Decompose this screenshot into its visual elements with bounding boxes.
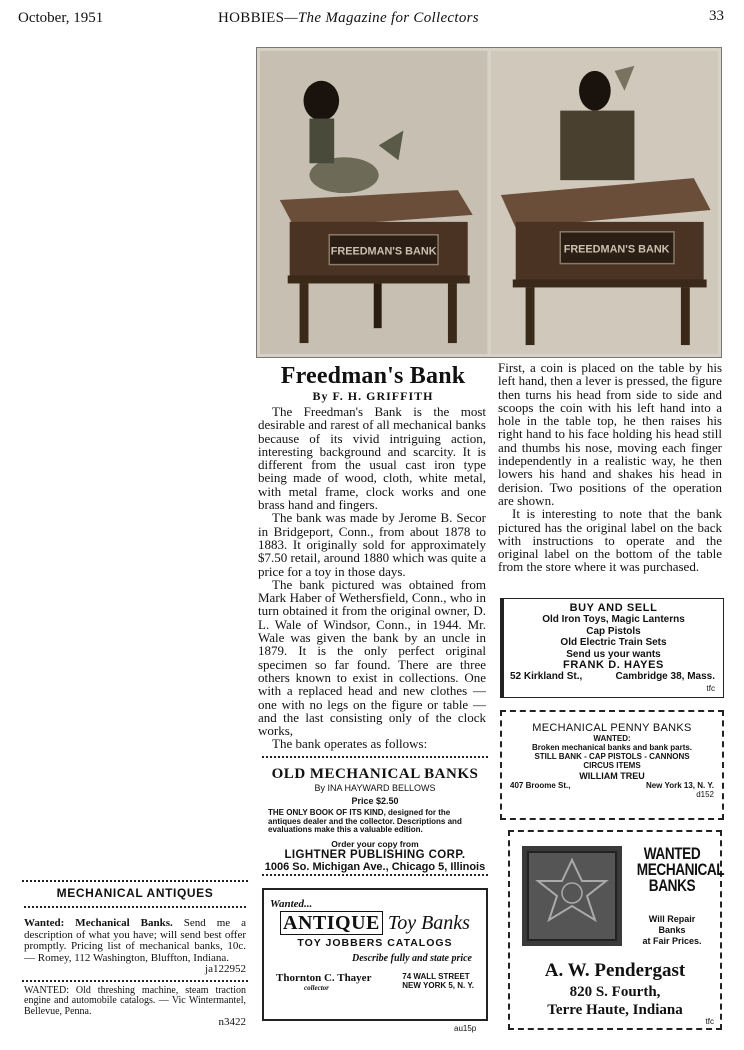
article-column-2 [498, 361, 722, 574]
publisher-address: 1006 So. Michigan Ave., Chicago 5, Illinois [264, 860, 486, 873]
magazine-title: HOBBIES—The Magazine for Collectors [218, 10, 479, 26]
advertiser-name: WILLIAM TREU [579, 771, 645, 781]
ad-thornton-thayer: Wanted... ANTIQUE Toy Banks TOY JOBBERS CATALOGS Describe fully and state price Thornton C. Thayer collector 74 WALL STREET NEW YORK 5, N. Y. [262, 888, 488, 1021]
ad-book-old-mechanical-banks: OLD MECHANICAL BANKS By INA HAYWARD BELLOWS Price $2.50 THE ONLY BOOK OF ITS KIND, designed for the antiques dealer and the collector. Descriptions and evaluations make this a valuable edition. Order your copy from LIGHTNER PUBLISHING CORP. 1006 So. Michigan Ave., Chicago 5, Illinois [262, 756, 488, 876]
ad-heading: ANTIQUE Toy Banks [270, 912, 480, 935]
photo-left-label: FREEDMAN'S BANK [330, 245, 437, 258]
photo-left [260, 51, 488, 354]
advertiser-address: 52 Kirkland St., Cambridge 38, Mass. [510, 671, 715, 683]
advertiser-street: 820 S. Fourth, [569, 984, 661, 1000]
ad-frank-hayes: BUY AND SELL Old Iron Toys, Magic Lanterns Cap Pistols Old Electric Train Sets Send us your wants FRANK D. HAYES 52 Kirkland St., Cambridge 38, Mass. tfc [500, 598, 724, 698]
advertiser-name: A. W. Pendergast [544, 960, 686, 981]
bank-photographs [256, 47, 722, 358]
article-byline: By F. H. GRIFFITH [312, 389, 434, 403]
page-header [18, 8, 724, 30]
ad-pendergast: WANTED MECHANICAL BANKS Will Repair Banks at Fair Prices. A. W. Pendergast 820 S. Fourth, Terre Haute, Indiana tfc [508, 830, 722, 1030]
article-paragraph: It is interesting to note that the bank pictured has the original label on the back with instructions to operate and the original label on the bottom of the table from the store where it was purchased. [498, 506, 722, 575]
ad-mechanical-antiques [22, 880, 248, 1030]
advertiser-name: FRANK D. HAYES [563, 659, 664, 672]
ad-heading: MECHANICAL PENNY BANKS [532, 722, 692, 734]
ad-heading: WANTED MECHANICAL BANKS [636, 844, 725, 895]
ad-william-treu: MECHANICAL PENNY BANKS WANTED: Broken mechanical banks and bank parts. STILL BANK - CAP PISTOLS - CANNONS CIRCUS ITEMS WILLIAM TREU 407 Broome St., New York 13, N. Y. d152 [500, 710, 724, 820]
article-paragraph: The Freedman's Bank is the most desirable and rarest of all mechanical banks because of its vivid intriguing action, interesting background and scarcity. It is different from the usual cast iron type being made of wood, cloth, white metal, with metal frame, clock works and one brass hand and fingers. [258, 404, 486, 513]
photo-right [491, 51, 719, 354]
bank-image [522, 846, 622, 946]
section-heading: MECHANICAL ANTIQUES [56, 886, 214, 900]
article-paragraph: The bank was made by Jerome B. Secor in Bridgeport, Conn., from about 1878 to 1883. It originally sold for approximately $7.50 retail, around 1880 which was quite a price for a toy in those days. [258, 510, 486, 579]
article-column-1 [258, 405, 486, 751]
ad-heading: OLD MECHANICAL BANKS [271, 766, 479, 782]
article-paragraph: First, a coin is placed on the table by his left hand, then a lever is pressed, the figure then turns his head from side to side and scoops the coin with his left hand into a hole in the table top, he then raises his right hand to his face holding his head still and thumbs his nose, moving each finger independently in a realistic way, he then lowers his hand and shakes his head in derision. Two positions of the operation are shown. [498, 360, 722, 508]
book-price: Price $2.50 [351, 796, 399, 806]
advertiser-address: 74 WALL STREET NEW YORK 5, N. Y. [402, 972, 474, 990]
classified-ad: Wanted: Mechanical Banks. Send me a description of what you have; will send best offer promptly. Pricing list of mechanical banks, 10c. — Romey, 112 Washington, Bluffton, Indiana. ja122952 [22, 908, 248, 982]
article-title: Freedman's Bank [280, 363, 466, 389]
ad-heading: BUY AND SELL [569, 602, 658, 614]
advertiser-name: Thornton C. Thayer collector [276, 972, 372, 992]
classified-ad: WANTED: Old threshing machine, steam traction engine and automobile catalogs. — Vic Wintermantel, Bellevue, Penna. n3422 [24, 984, 246, 1029]
issue-date: October, 1951 [18, 10, 104, 26]
photo-right-label: FREEDMAN'S BANK [563, 243, 670, 256]
article-paragraph: The bank operates as follows: [272, 736, 428, 752]
advertiser-address: 407 Broome St., New York 13, N. Y. [510, 781, 714, 790]
page-number: 33 [709, 8, 724, 24]
article-paragraph: The bank pictured was obtained from Mark Haber of Wethersfield, Conn., who in turn obtained it from the original owner, D. L. Wale of Windsor, Conn., in 1944. Mr. Wale was given the bank by an uncle in 1879. It is the only perfect original specimen so far found. There are three others known to exist in collections. One with a replaced head and new clothes — one with no legs on the figure or table — and the last consisting only of the clock works, [258, 576, 486, 739]
publisher-name: LIGHTNER PUBLISHING CORP. [284, 848, 466, 861]
advertiser-city: Terre Haute, Indiana [547, 1002, 683, 1018]
